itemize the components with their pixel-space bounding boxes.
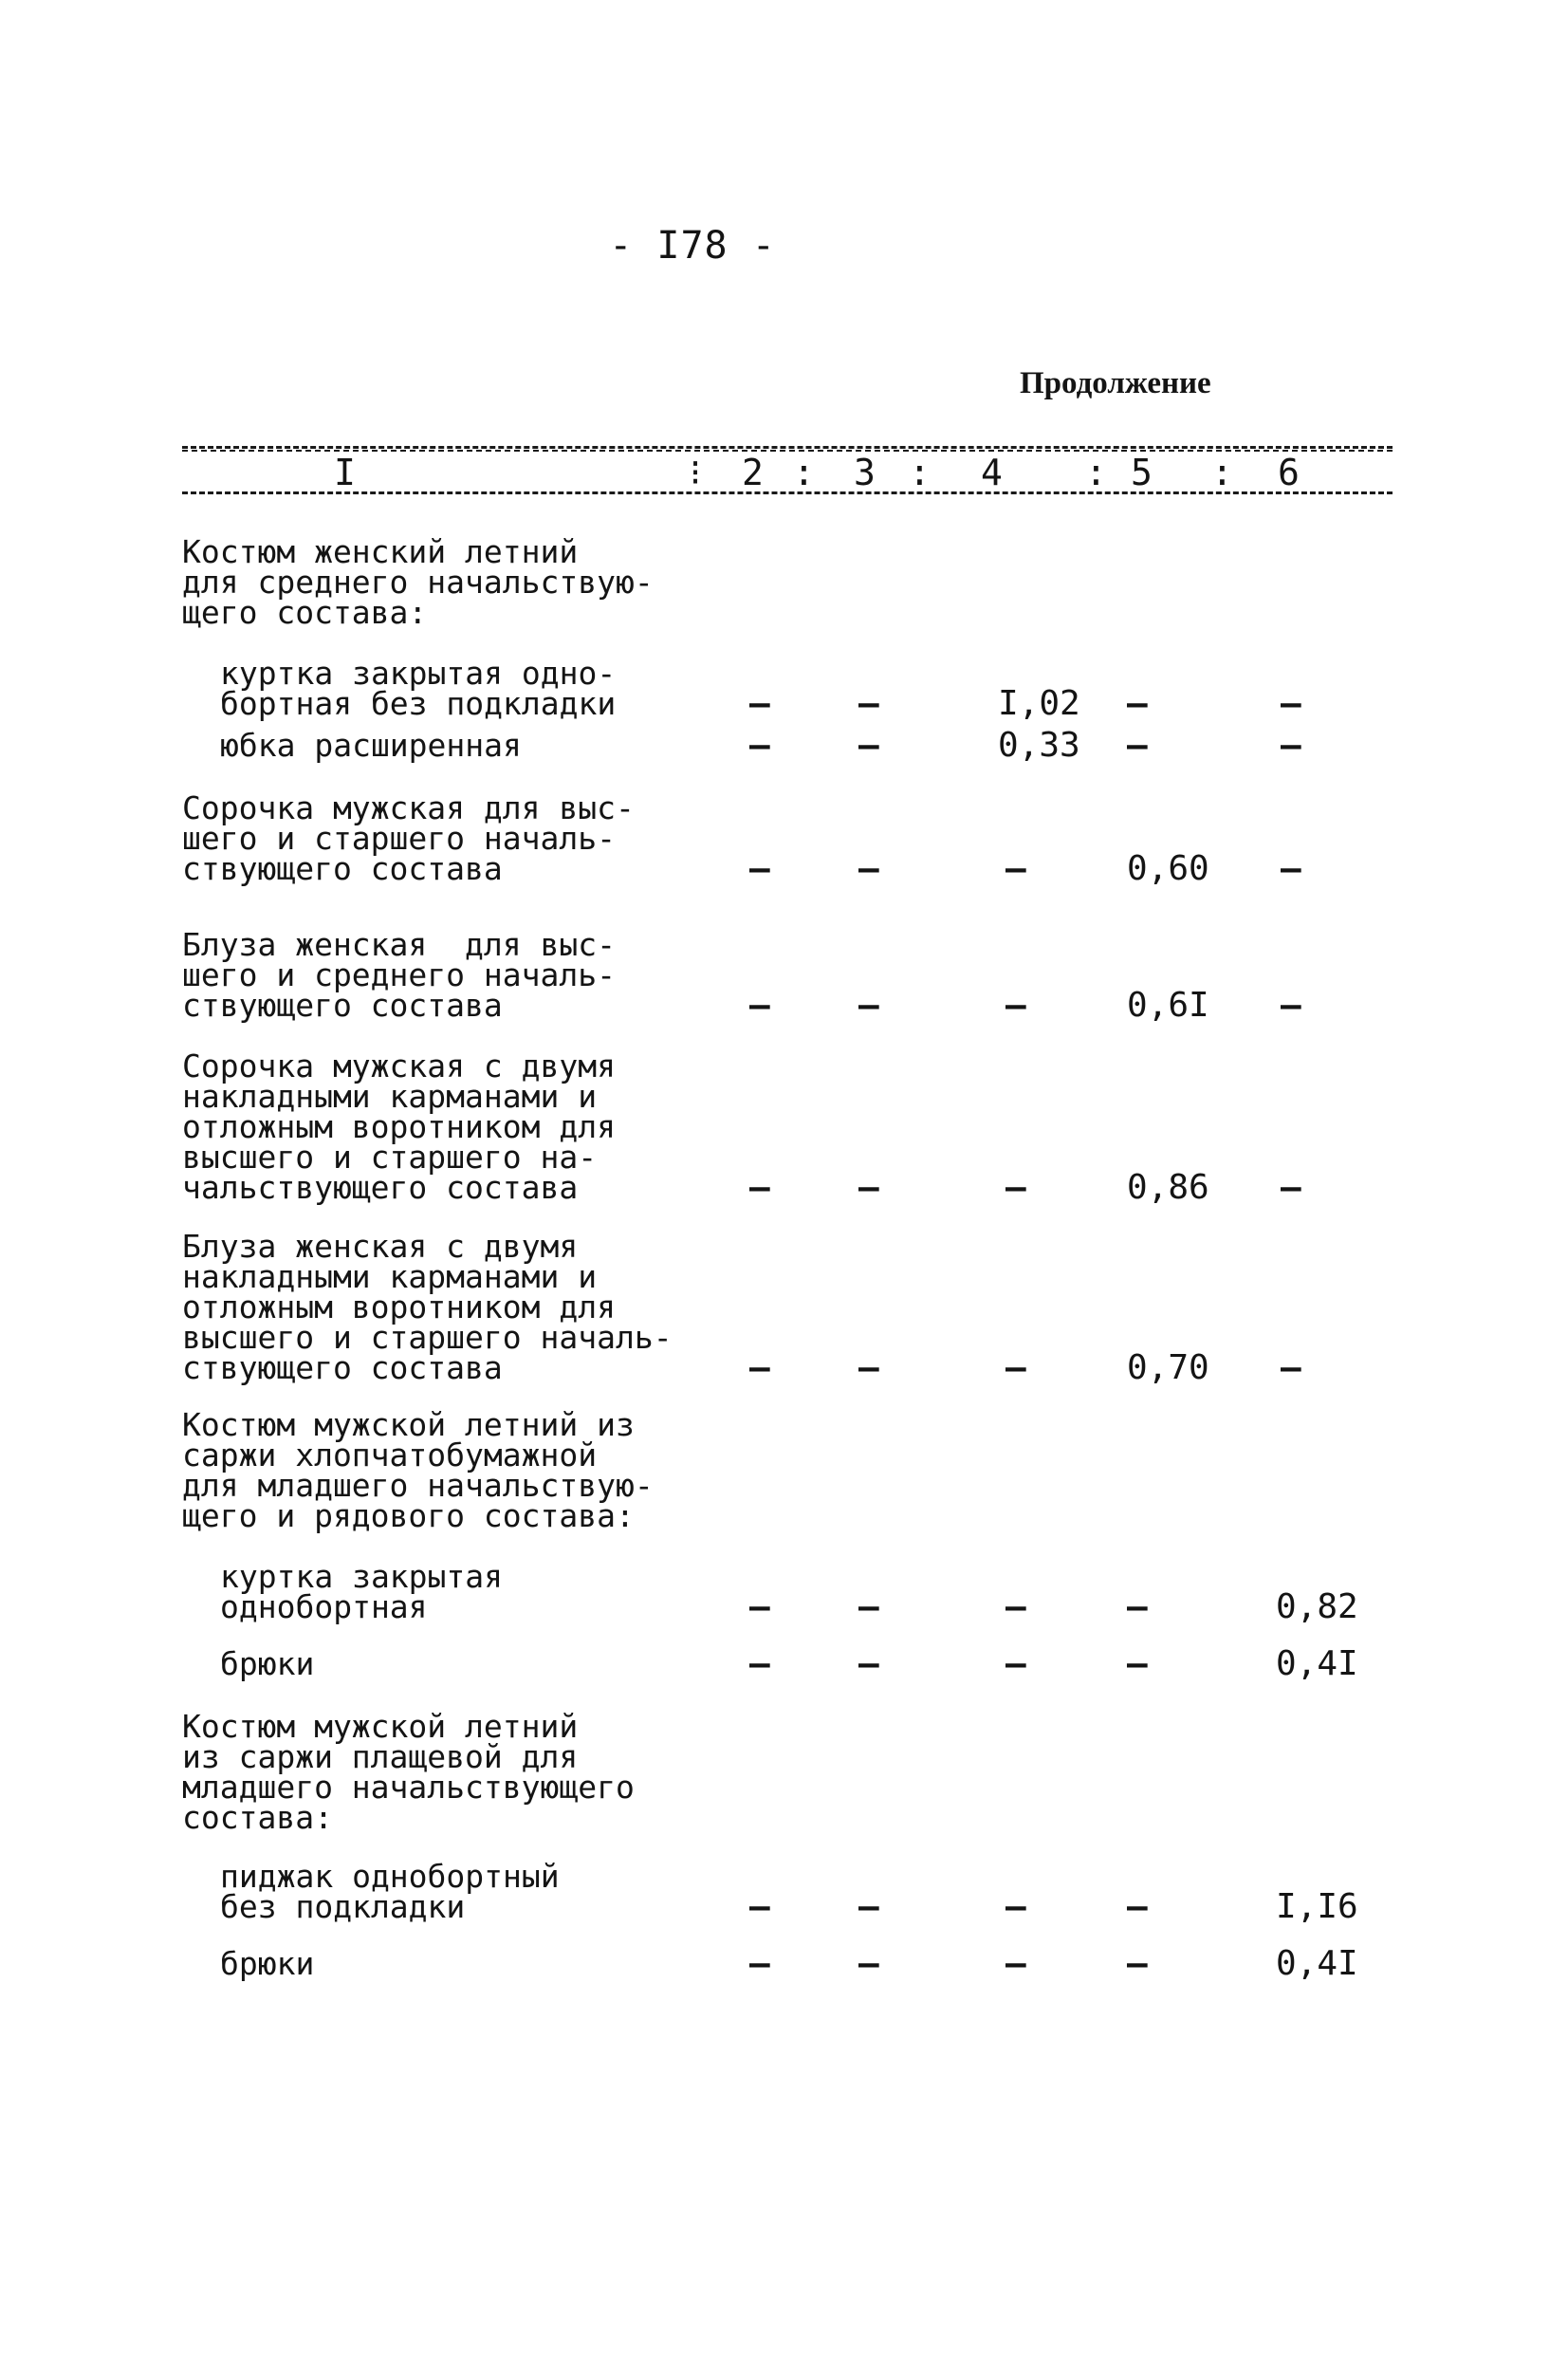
cell-col-6: – [1281, 849, 1301, 888]
row-label: куртка закрытая одно- бортная без подкладки [220, 655, 617, 722]
cell-col-4: – [1005, 849, 1026, 888]
row-label: брюки [220, 1645, 315, 1682]
cell-col-2: – [749, 986, 770, 1025]
cell-col-6: – [1281, 726, 1301, 765]
cell-col-3: – [858, 1644, 879, 1683]
cell-col-2: – [749, 726, 770, 765]
column-header-4: 4 [981, 452, 1003, 493]
cell-col-6: 0,4I [1276, 1644, 1358, 1683]
cell-col-4: 0,33 [998, 726, 1080, 765]
cell-col-6: – [1281, 1168, 1301, 1207]
cell-col-5: 0,6I [1127, 986, 1209, 1025]
row-label: Сорочка мужская с двумя накладными карманами и отложным воротником для высшего и старшего на- чальствующего состава [182, 1047, 616, 1206]
cell-col-3: – [858, 726, 879, 765]
cell-col-5: – [1127, 726, 1148, 765]
row-label: Сорочка мужская для выс- шего и старшего началь- ствующего состава [182, 789, 635, 887]
cell-col-3: – [858, 684, 879, 723]
cell-col-3: – [858, 986, 879, 1025]
cell-col-6: – [1281, 986, 1301, 1025]
cell-col-5: – [1127, 1644, 1148, 1683]
column-header-6: 6 [1278, 452, 1300, 493]
column-separator: : [909, 452, 931, 493]
cell-col-3: – [858, 1587, 879, 1626]
column-header-1: I [334, 452, 356, 493]
cell-col-2: – [749, 1887, 770, 1926]
row-label: юбка расширенная [220, 727, 522, 764]
cell-col-2: – [749, 1644, 770, 1683]
column-header-3: 3 [854, 452, 876, 493]
column-separator: : [793, 452, 815, 493]
table-top-rule [182, 446, 1393, 449]
cell-col-6: – [1281, 1348, 1301, 1387]
cell-col-3: – [858, 849, 879, 888]
cell-col-2: – [749, 849, 770, 888]
column-separator: : [1085, 452, 1107, 493]
cell-col-4: – [1005, 1644, 1026, 1683]
table-header-rule [182, 491, 1393, 494]
row-label: пиджак однобортный без подкладки [220, 1858, 560, 1925]
cell-col-5: – [1127, 1944, 1148, 1983]
row-label: Костюм мужской летний из саржи хлопчатобумажной для младшего начальствую- щего и рядового состава: [182, 1406, 654, 1534]
cell-col-5: 0,86 [1127, 1168, 1209, 1207]
cell-col-6: 0,82 [1276, 1587, 1358, 1626]
cell-col-4: – [1005, 1887, 1026, 1926]
row-label: брюки [220, 1945, 315, 1982]
row-label: Костюм женский летний для среднего начальствую- щего состава: [182, 533, 654, 631]
cell-col-3: – [858, 1168, 879, 1207]
cell-col-3: – [858, 1944, 879, 1983]
cell-col-5: – [1127, 1887, 1148, 1926]
cell-col-4: – [1005, 986, 1026, 1025]
column-header-2: 2 [742, 452, 764, 493]
column-separator: ⁝ [690, 452, 702, 493]
column-header-5: 5 [1131, 452, 1153, 493]
cell-col-5: 0,60 [1127, 849, 1209, 888]
cell-col-4: – [1005, 1168, 1026, 1207]
row-label: Блуза женская для выс- шего и среднего началь- ствующего состава [182, 926, 616, 1024]
cell-col-4: – [1005, 1348, 1026, 1387]
cell-col-6: – [1281, 684, 1301, 723]
column-separator: : [1211, 452, 1233, 493]
cell-col-4: – [1005, 1944, 1026, 1983]
cell-col-2: – [749, 684, 770, 723]
cell-col-2: – [749, 1587, 770, 1626]
cell-col-5: – [1127, 684, 1148, 723]
cell-col-2: – [749, 1168, 770, 1207]
cell-col-2: – [749, 1944, 770, 1983]
cell-col-3: – [858, 1887, 879, 1926]
continuation-label: Продолжение [1020, 366, 1211, 400]
cell-col-5: – [1127, 1587, 1148, 1626]
row-label: Блуза женская с двумя накладными карманами и отложным воротником для высшего и старшего началь- ствующего состава [182, 1228, 673, 1386]
cell-col-3: – [858, 1348, 879, 1387]
cell-col-5: 0,70 [1127, 1348, 1209, 1387]
cell-col-4: – [1005, 1587, 1026, 1626]
cell-col-6: 0,4I [1276, 1944, 1358, 1983]
cell-col-4: I,02 [998, 684, 1080, 723]
row-label: Костюм мужской летний из саржи плащевой для младшего начальствующего состава: [182, 1708, 635, 1836]
page-number: - I78 - [609, 224, 776, 268]
cell-col-2: – [749, 1348, 770, 1387]
cell-col-6: I,I6 [1276, 1887, 1358, 1926]
row-label: куртка закрытая однобортная [220, 1558, 504, 1625]
